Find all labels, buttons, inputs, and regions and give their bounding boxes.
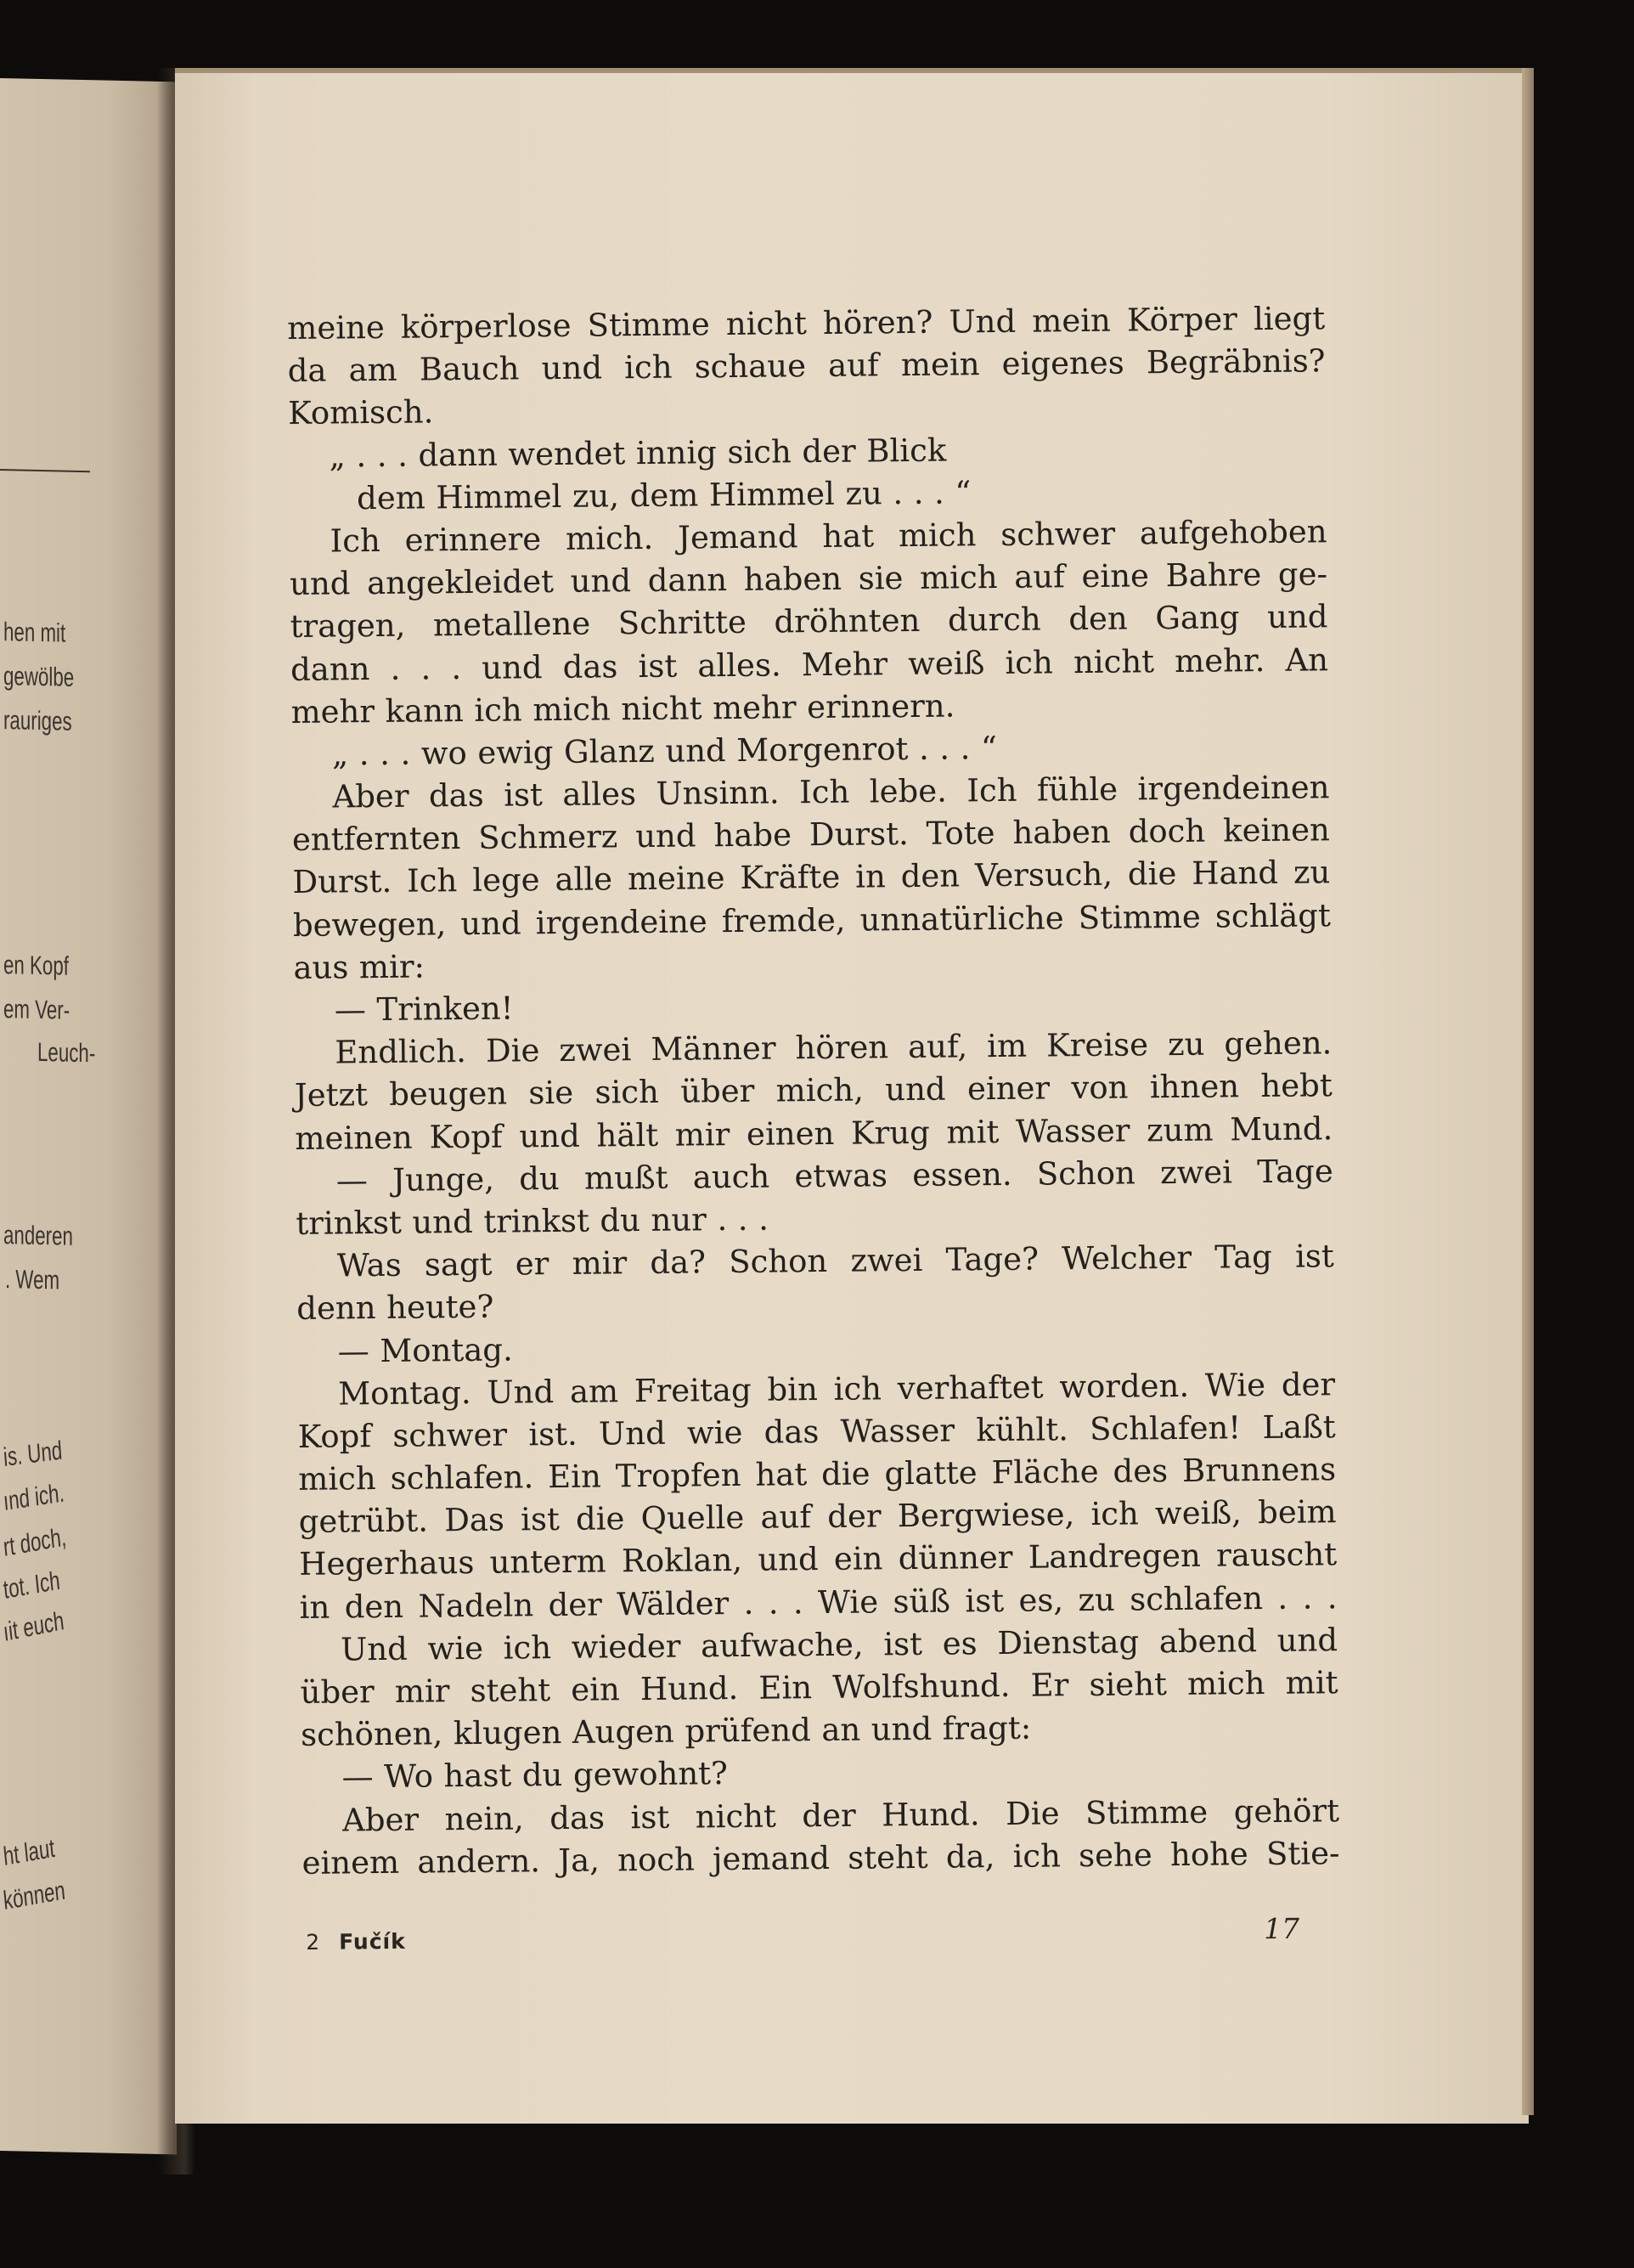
left-page-fragment: en Kopf (3, 950, 69, 981)
text-line: mehr kann ich mich nicht mehr erinnern. (290, 687, 955, 731)
signature-name: Fučík (339, 1928, 406, 1955)
left-page-rule (0, 469, 90, 472)
page-edge (1522, 68, 1534, 2115)
left-page-fragment: ıit euch (2, 1605, 66, 1647)
text-line: aus mir: (293, 948, 425, 986)
left-page-fragment: tot. Ich (2, 1565, 62, 1605)
text-line: — Junge, du mußt auch etwas essen. Schon zwei Tage (335, 1152, 1333, 1199)
text-line: dann . . . und das ist alles. Mehr weiß ich nicht mehr. An (290, 640, 1329, 688)
text-line: dem Himmel zu, dem Himmel zu . . . “ (356, 474, 972, 516)
text-line: trinkst und trinkst du nur . . . (296, 1200, 769, 1242)
printer-signature (306, 1929, 406, 1955)
left-facing-page (0, 78, 177, 2154)
text-line: „ . . . wo ewig Glanz und Morgenrot . . . “ (331, 729, 998, 773)
left-page-fragment: is. Und (2, 1435, 64, 1473)
left-page-fragment: Leuch- (37, 1036, 96, 1069)
text-line: da am Bauch und ich schaue auf mein eigenes Begräbnis? (287, 342, 1326, 390)
text-line: — Trinken! (334, 990, 514, 1029)
text-line: meine körperlose Stimme nicht hören? Und mein Körper liegt (287, 300, 1326, 347)
text-line: denn heute? (296, 1289, 494, 1328)
text-line: Was sagt er mir da? Schon zwei Tage? Welcher Tag ist (336, 1238, 1334, 1284)
text-line: mich schlafen. Ein Tropfen hat die glatte Fläche des Brunnens (298, 1451, 1337, 1498)
text-line: — Wo hast du gewohnt? (341, 1755, 729, 1796)
left-page-fragment: em Ver- (3, 994, 70, 1025)
text-line: Kopf schwer ist. Und wie das Wasser kühlt. Schlafen! Laßt (297, 1408, 1336, 1455)
left-page-fragment: anderen (3, 1220, 73, 1251)
left-page-fragment: gewölbe (3, 661, 75, 692)
text-line: in den Nadeln der Wälder . . . Wie süß ist es, zu schlafen . . . (299, 1578, 1338, 1626)
text-line: über mir steht ein Hund. Ein Wolfshund. Er sieht mich mit (300, 1664, 1338, 1711)
text-line: Hegerhaus unterm Roklan, und ein dünner Landregen rauscht (298, 1536, 1338, 1583)
left-page-fragment: ht laut (2, 1832, 56, 1871)
page-number: 17 (1263, 1911, 1300, 1946)
left-page-fragment: rauriges (3, 705, 72, 736)
body-text (287, 297, 1340, 1885)
text-line: Aber nein, das ist nicht der Hund. Die Stimme gehört (341, 1791, 1340, 1839)
text-line: Endlich. Die zwei Männer hören auf, im Kreise zu gehen. (335, 1024, 1333, 1071)
text-line: Jetzt beugen sie sich über mich, und einer von ihnen hebt (294, 1067, 1333, 1114)
text-line: Ich erinnere mich. Jemand hat mich schwer aufgehoben (330, 513, 1327, 560)
text-line: Durst. Ich lege alle meine Kräfte in den Versuch, die Hand zu (292, 854, 1331, 901)
left-page-text-fragments (0, 78, 177, 1915)
text-line: — Montag. (337, 1331, 513, 1369)
text-line: Aber das ist alles Unsinn. Ich lebe. Ich fühle irgendeinen (332, 769, 1330, 815)
text-line: „ . . . dann wendet innig sich der Blick (329, 432, 947, 475)
text-line: meinen Kopf und hält mir einen Krug mit Wasser zum Mund. (295, 1109, 1333, 1157)
left-page-fragment: ınd ich. (2, 1477, 65, 1516)
text-line: Und wie ich wieder aufwache, ist es Dienstag abend und (340, 1622, 1338, 1668)
text-line: getrübt. Das ist die Quelle auf der Bergwiese, ich weiß, beim (298, 1493, 1337, 1541)
left-page-fragment: rt doch, (2, 1521, 68, 1562)
text-line: einem andern. Ja, noch jemand steht da, ich sehe hohe Stie- (301, 1834, 1340, 1882)
text-line: Komisch. (287, 393, 434, 432)
left-page-fragment: hen mit (3, 617, 66, 648)
text-line: bewegen, und irgendeine fremde, unnatürliche Stimme schlägt (292, 896, 1332, 944)
text-line: tragen, metallene Schritte dröhnten durch den Gang und (290, 598, 1328, 646)
text-line: schönen, klugen Augen prüfend an und fragt: (300, 1709, 1032, 1754)
left-page-fragment: können (2, 1875, 67, 1915)
left-page-fragment: . Wem (5, 1264, 60, 1295)
text-line: entfernten Schmerz und habe Durst. Tote haben doch keinen (291, 811, 1331, 859)
text-line: und angekleidet und dann haben sie mich auf eine Bahre ge- (289, 556, 1328, 603)
text-line: Montag. Und am Freitag bin ich verhaftet worden. Wie der (338, 1365, 1336, 1413)
signature-number: 2 (306, 1929, 321, 1955)
